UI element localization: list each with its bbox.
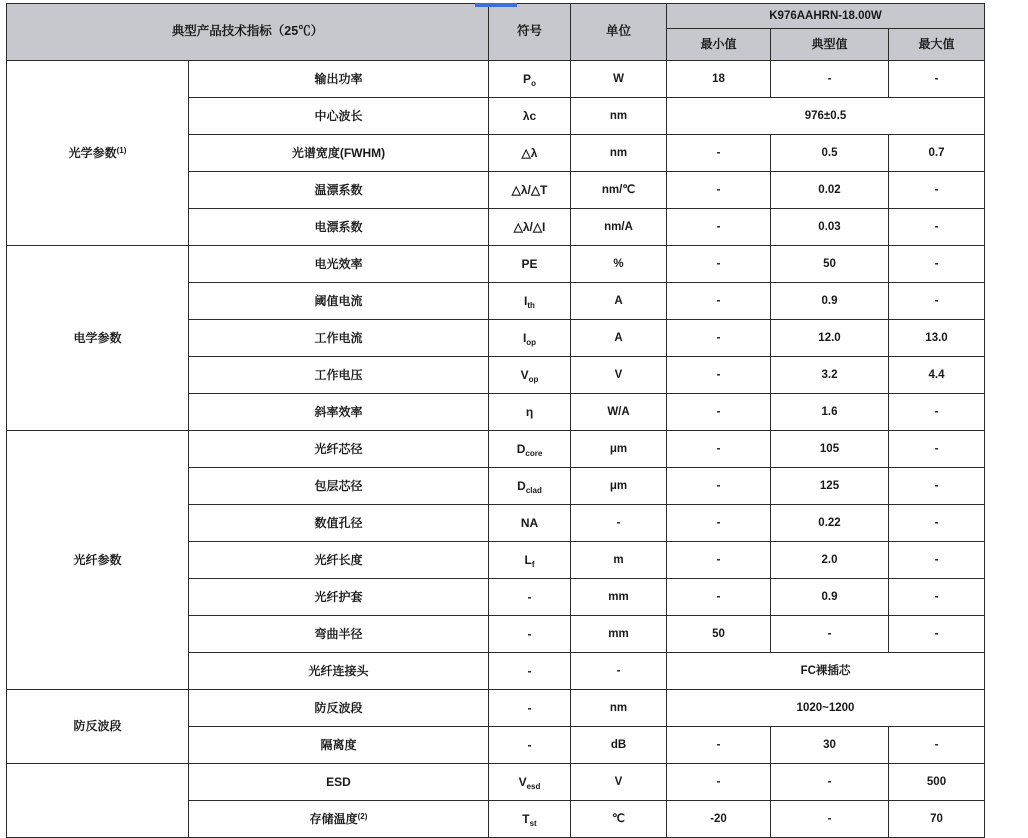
param-value-typ: - xyxy=(771,764,889,801)
param-symbol: $D_{core}$ xyxy=(489,431,571,468)
param-value-typ: 0.22 xyxy=(771,505,889,542)
param-unit: nm xyxy=(571,98,667,135)
header-typ: 典型值 xyxy=(771,29,889,61)
param-unit: W/A xyxy=(571,394,667,431)
param-value-max: - xyxy=(889,61,985,98)
param-value-min: - xyxy=(667,542,771,579)
param-value-min: - xyxy=(667,431,771,468)
param-value-typ: 1.6 xyxy=(771,394,889,431)
param-value-max: - xyxy=(889,283,985,320)
param-value-typ: 0.9 xyxy=(771,579,889,616)
param-value-max: - xyxy=(889,468,985,505)
param-unit: nm/℃ xyxy=(571,172,667,209)
param-value-typ: 0.9 xyxy=(771,283,889,320)
param-unit: m xyxy=(571,542,667,579)
param-value-max: - xyxy=(889,505,985,542)
param-value-merged: 976±0.5 xyxy=(667,98,985,135)
param-value-min: - xyxy=(667,579,771,616)
param-symbol: - xyxy=(489,616,571,653)
param-symbol: $V_{esd}$ xyxy=(489,764,571,801)
param-unit: ℃ xyxy=(571,801,667,838)
param-value-typ: 0.5 xyxy=(771,135,889,172)
param-unit: - xyxy=(571,505,667,542)
param-value-max: 70 xyxy=(889,801,985,838)
param-value-typ: - xyxy=(771,801,889,838)
param-value-typ: 3.2 xyxy=(771,357,889,394)
param-label: 光纤长度 xyxy=(189,542,489,579)
param-value-max: - xyxy=(889,579,985,616)
param-symbol: $V_{op}$ xyxy=(489,357,571,394)
param-unit: μm xyxy=(571,468,667,505)
param-unit: % xyxy=(571,246,667,283)
param-label: 存储温度$^{(2)}$ xyxy=(189,801,489,838)
param-unit: nm/A xyxy=(571,209,667,246)
table-header xyxy=(7,4,985,61)
param-label: 电漂系数 xyxy=(189,209,489,246)
group-label: 电学参数 xyxy=(7,246,189,431)
param-value-min: - xyxy=(667,468,771,505)
param-value-max: - xyxy=(889,394,985,431)
param-label: 隔离度 xyxy=(189,727,489,764)
table-row xyxy=(7,431,985,468)
param-value-min: - xyxy=(667,283,771,320)
param-unit: A xyxy=(571,283,667,320)
param-label: 工作电流 xyxy=(189,320,489,357)
param-value-min: - xyxy=(667,764,771,801)
param-unit: W xyxy=(571,61,667,98)
param-symbol: λc xyxy=(489,98,571,135)
param-value-typ: 30 xyxy=(771,727,889,764)
param-value-typ: - xyxy=(771,616,889,653)
param-symbol: η xyxy=(489,394,571,431)
param-unit: μm xyxy=(571,431,667,468)
group-label: 光纤参数 xyxy=(7,431,189,690)
param-value-max: - xyxy=(889,542,985,579)
param-label: 斜率效率 xyxy=(189,394,489,431)
param-value-merged: FC裸插芯 xyxy=(667,653,985,690)
header-unit: 单位 xyxy=(571,4,667,61)
param-unit: V xyxy=(571,357,667,394)
param-symbol: $P_o$ xyxy=(489,61,571,98)
param-value-min: - xyxy=(667,135,771,172)
header-model: K976AAHRN-18.00W xyxy=(667,4,985,29)
param-value-typ: 2.0 xyxy=(771,542,889,579)
header-min: 最小值 xyxy=(667,29,771,61)
header-symbol: 符号 xyxy=(489,4,571,61)
param-label: ESD xyxy=(189,764,489,801)
param-label: 工作电压 xyxy=(189,357,489,394)
param-value-typ: 50 xyxy=(771,246,889,283)
param-unit: mm xyxy=(571,616,667,653)
table-row xyxy=(7,690,985,727)
param-value-max: - xyxy=(889,616,985,653)
param-value-min: - xyxy=(667,505,771,542)
param-value-min: - xyxy=(667,320,771,357)
param-symbol: - xyxy=(489,653,571,690)
param-symbol: NA xyxy=(489,505,571,542)
param-symbol: $T_{st}$ xyxy=(489,801,571,838)
param-value-max: 13.0 xyxy=(889,320,985,357)
param-value-min: 50 xyxy=(667,616,771,653)
param-label: 数值孔径 xyxy=(189,505,489,542)
param-value-min: - xyxy=(667,209,771,246)
param-symbol: PE xyxy=(489,246,571,283)
top-highlight-marker xyxy=(475,3,517,7)
table-row xyxy=(7,764,985,801)
param-value-min: 18 xyxy=(667,61,771,98)
param-symbol: - xyxy=(489,579,571,616)
param-label: 光谱宽度(FWHM) xyxy=(189,135,489,172)
param-unit: mm xyxy=(571,579,667,616)
param-symbol: - xyxy=(489,727,571,764)
param-symbol: △λ/△I xyxy=(489,209,571,246)
param-unit: - xyxy=(571,653,667,690)
param-value-min: - xyxy=(667,246,771,283)
param-symbol: - xyxy=(489,690,571,727)
param-value-typ: 105 xyxy=(771,431,889,468)
param-value-min: -20 xyxy=(667,801,771,838)
param-label: 光纤连接头 xyxy=(189,653,489,690)
param-value-min: - xyxy=(667,727,771,764)
param-label: 防反波段 xyxy=(189,690,489,727)
param-unit: A xyxy=(571,320,667,357)
spec-sheet-page xyxy=(0,3,1028,828)
param-label: 弯曲半径 xyxy=(189,616,489,653)
param-value-max: 500 xyxy=(889,764,985,801)
param-value-max: - xyxy=(889,209,985,246)
param-label: 温漂系数 xyxy=(189,172,489,209)
group-label xyxy=(7,764,189,838)
param-value-typ: 0.03 xyxy=(771,209,889,246)
param-label: 输出功率 xyxy=(189,61,489,98)
table-row xyxy=(7,246,985,283)
param-unit: nm xyxy=(571,690,667,727)
param-value-min: - xyxy=(667,172,771,209)
param-label: 阈值电流 xyxy=(189,283,489,320)
param-value-max: 0.7 xyxy=(889,135,985,172)
group-label: 防反波段 xyxy=(7,690,189,764)
param-value-typ: 12.0 xyxy=(771,320,889,357)
param-value-min: - xyxy=(667,357,771,394)
param-symbol: △λ/△T xyxy=(489,172,571,209)
param-symbol: $I_{op}$ xyxy=(489,320,571,357)
param-label: 中心波长 xyxy=(189,98,489,135)
param-symbol: $I_{th}$ xyxy=(489,283,571,320)
param-value-max: - xyxy=(889,727,985,764)
param-value-typ: 0.02 xyxy=(771,172,889,209)
header-title: 典型产品技术指标（25℃） xyxy=(7,4,489,61)
param-value-max: - xyxy=(889,431,985,468)
param-value-max: 4.4 xyxy=(889,357,985,394)
param-value-max: - xyxy=(889,246,985,283)
param-label: 光纤护套 xyxy=(189,579,489,616)
param-label: 包层芯径 xyxy=(189,468,489,505)
param-symbol: $D_{clad}$ xyxy=(489,468,571,505)
param-value-typ: - xyxy=(771,61,889,98)
param-label: 光纤芯径 xyxy=(189,431,489,468)
param-unit: nm xyxy=(571,135,667,172)
param-value-typ: 125 xyxy=(771,468,889,505)
param-unit: dB xyxy=(571,727,667,764)
table-row xyxy=(7,61,985,98)
specification-table xyxy=(6,3,985,838)
param-value-max: - xyxy=(889,172,985,209)
param-symbol: $L_f$ xyxy=(489,542,571,579)
param-value-min: - xyxy=(667,394,771,431)
table-body xyxy=(7,61,985,838)
group-label: 光学参数$^{(1)}$ xyxy=(7,61,189,246)
param-unit: V xyxy=(571,764,667,801)
header-max: 最大值 xyxy=(889,29,985,61)
param-symbol: △λ xyxy=(489,135,571,172)
param-label: 电光效率 xyxy=(189,246,489,283)
param-value-merged: 1020~1200 xyxy=(667,690,985,727)
